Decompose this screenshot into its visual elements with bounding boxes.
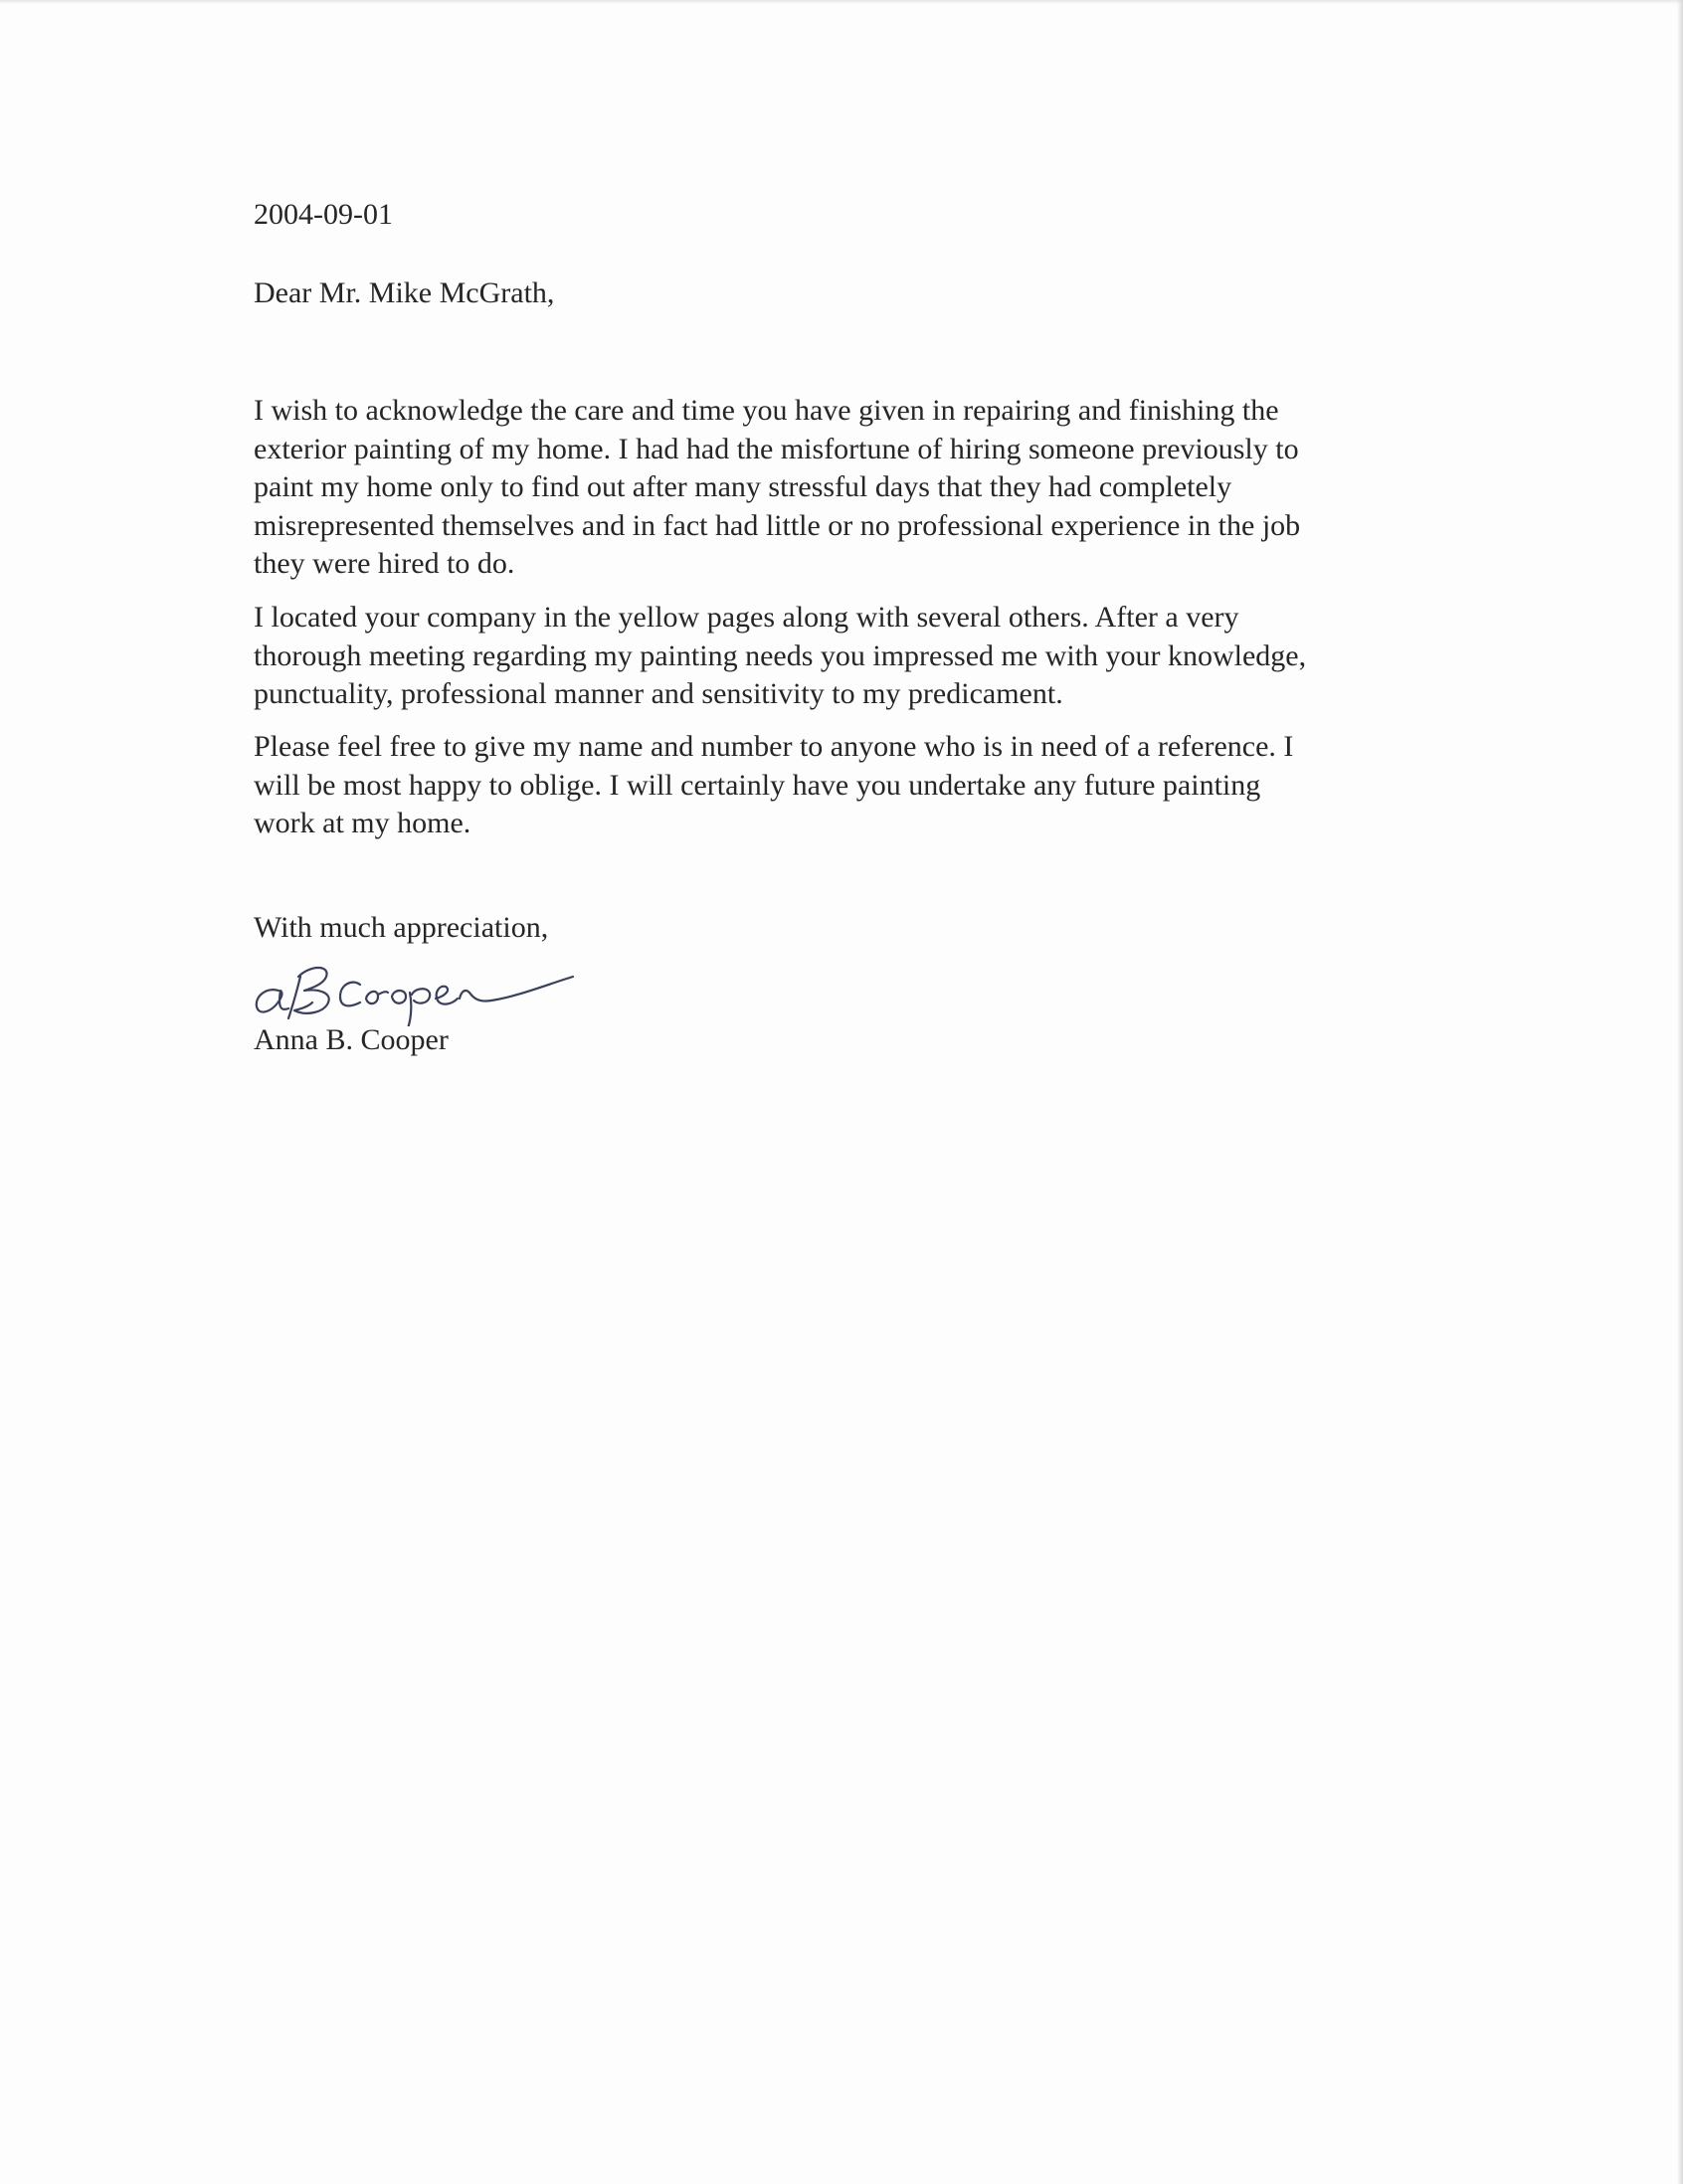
handwritten-signature bbox=[249, 947, 617, 1026]
salutation: Dear Mr. Mike McGrath, bbox=[254, 276, 555, 309]
paragraph-1 bbox=[254, 392, 1300, 584]
paragraph-line: thorough meeting regarding my painting needs you impressed me with your knowledge, bbox=[254, 638, 1307, 672]
paragraph-line: Please feel free to give my name and number to anyone who is in need of a reference. I bbox=[254, 730, 1294, 763]
signer-name: Anna B. Cooper bbox=[254, 1023, 449, 1056]
scan-edge-right bbox=[1677, 0, 1683, 2184]
paragraph-line: work at my home. bbox=[254, 807, 471, 839]
paragraph-line: I wish to acknowledge the care and time you have given in repairing and finishing the bbox=[254, 394, 1279, 427]
paragraph-3 bbox=[254, 728, 1293, 843]
paragraph-line: punctuality, professional manner and sensitivity to my predicament. bbox=[254, 677, 1063, 710]
paragraph-2 bbox=[254, 599, 1306, 714]
paragraph-line: exterior painting of my home. I had had the misfortune of hiring someone previously to bbox=[254, 432, 1299, 465]
paragraph-line: paint my home only to find out after many stressful days that they had completely bbox=[254, 470, 1232, 503]
paragraph-line: will be most happy to oblige. I will certainly have you undertake any future painting bbox=[254, 768, 1261, 802]
letter-date: 2004-09-01 bbox=[254, 198, 393, 231]
closing: With much appreciation, bbox=[254, 911, 549, 944]
paragraph-line: I located your company in the yellow pages along with several others. After a very bbox=[254, 601, 1239, 634]
paragraph-line: misrepresented themselves and in fact had little or no professional experience in the job bbox=[254, 508, 1301, 542]
paragraph-line: they were hired to do. bbox=[254, 547, 515, 580]
scan-edge-top bbox=[0, 0, 1683, 4]
